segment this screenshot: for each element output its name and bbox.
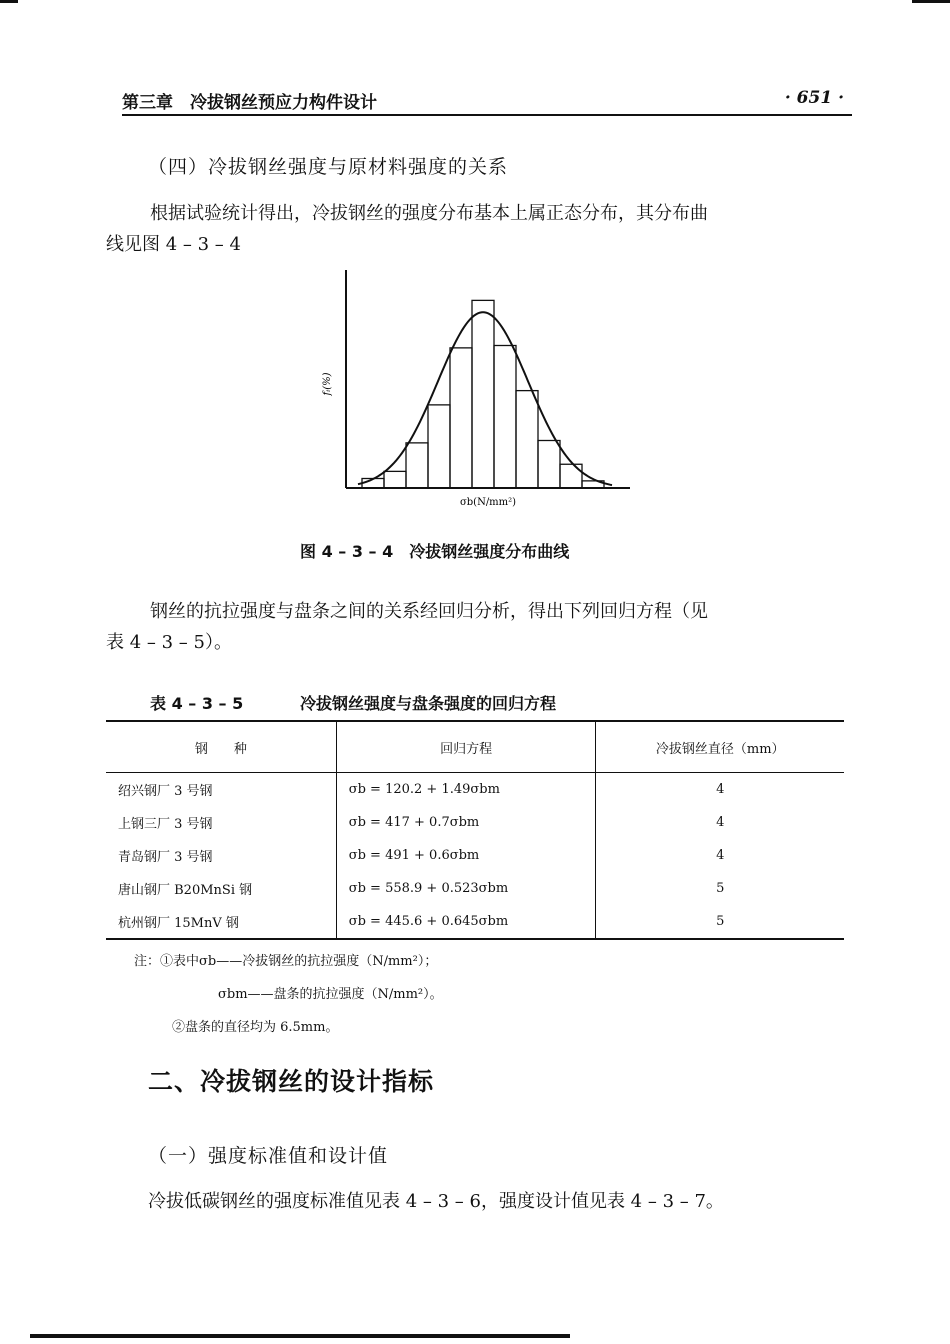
cell-equation: σb = 491 + 0.6σbm bbox=[336, 839, 596, 872]
cell-steel: 青岛钢厂 3 号钢 bbox=[106, 839, 336, 872]
table-note-line-1: 注：①表中σb——冷拔钢丝的抗拉强度（N/mm²）； bbox=[134, 954, 438, 969]
cell-equation: σb = 558.9 + 0.523σbm bbox=[336, 872, 596, 905]
table-row bbox=[106, 839, 844, 872]
cell-diameter: 4 bbox=[716, 848, 725, 863]
histogram-bar bbox=[560, 464, 582, 488]
histogram-bar bbox=[538, 441, 560, 489]
section-heading-4: （四）冷拔钢丝强度与原材料强度的关系 bbox=[148, 156, 509, 178]
header-chapter-title: 第三章 冷拔钢丝预应力构件设计 bbox=[122, 93, 377, 113]
histogram-bar bbox=[516, 391, 538, 488]
running-header bbox=[122, 86, 852, 116]
cell-equation: σb = 417 + 0.7σbm bbox=[336, 806, 596, 839]
cell-diameter: 5 bbox=[716, 881, 725, 896]
histogram-bar bbox=[494, 346, 516, 489]
histogram-bar bbox=[472, 300, 494, 488]
header-page-number: · 651 · bbox=[784, 88, 844, 108]
regression-table bbox=[106, 720, 844, 940]
table-number: 表 4 – 3 – 5 bbox=[150, 694, 244, 713]
cell-equation: σb = 445.6 + 0.645σbm bbox=[336, 905, 596, 939]
histogram-bar bbox=[428, 405, 450, 488]
table-title: 冷拔钢丝强度与盘条强度的回归方程 bbox=[300, 694, 557, 713]
table-note-line-3: ②盘条的直径均为 6.5mm。 bbox=[172, 1020, 339, 1035]
cell-steel: 唐山钢厂 B20MnSi 钢 bbox=[106, 872, 336, 905]
table-header-row bbox=[106, 721, 844, 773]
histogram-bar bbox=[450, 348, 472, 488]
chart-x-label: σb(N/mm²) bbox=[459, 497, 517, 508]
scan-mark-top-left bbox=[0, 0, 18, 3]
paragraph-1-line-2: 线见图 4 – 3 – 4 bbox=[106, 234, 241, 255]
cell-diameter: 4 bbox=[716, 782, 725, 797]
cell-diameter: 5 bbox=[596, 905, 844, 939]
cell-equation: σb = 120.2 + 1.49σbm bbox=[336, 773, 596, 807]
table-row bbox=[106, 905, 844, 939]
table-row bbox=[106, 773, 844, 807]
table-note-line-2: σbm——盘条的抗拉强度（N/mm²）。 bbox=[218, 987, 443, 1002]
normal-distribution-curve bbox=[358, 312, 612, 485]
table-row bbox=[106, 872, 844, 905]
scan-mark-bottom bbox=[30, 1334, 570, 1338]
paragraph-2-line-2: 表 4 – 3 – 5）。 bbox=[106, 632, 232, 653]
column-header-diameter: 冷拔钢丝直径（mm） bbox=[596, 721, 844, 773]
paragraph-2-line-1: 钢丝的抗拉强度与盘条之间的关系经回归分析，得出下列回归方程（见 bbox=[150, 601, 708, 622]
subsection-heading-1: （一）强度标准值和设计值 bbox=[148, 1145, 389, 1167]
table-row bbox=[106, 806, 844, 839]
cell-diameter: 4 bbox=[716, 815, 725, 830]
cell-steel: 上钢三厂 3 号钢 bbox=[106, 806, 336, 839]
paragraph-3: 冷拔低碳钢丝的强度标准值见表 4 – 3 – 6，强度设计值见表 4 – 3 – 7。 bbox=[148, 1191, 724, 1212]
strength-distribution-chart bbox=[300, 262, 650, 517]
histogram-bar bbox=[384, 471, 406, 488]
header-rule bbox=[122, 114, 852, 116]
scan-mark-top-right bbox=[912, 0, 950, 3]
figure-caption: 图 4 – 3 – 4 冷拔钢丝强度分布曲线 bbox=[300, 542, 570, 561]
cell-steel: 杭州钢厂 15MnV 钢 bbox=[106, 905, 336, 939]
paragraph-1-line-1: 根据试验统计得出，冷拔钢丝的强度分布基本上属正态分布，其分布曲 bbox=[150, 203, 708, 224]
column-header-steel: 钢 种 bbox=[106, 721, 336, 773]
cell-steel: 绍兴钢厂 3 号钢 bbox=[106, 773, 336, 807]
column-header-equation: 回归方程 bbox=[336, 721, 596, 773]
section-heading-2: 二、冷拔钢丝的设计指标 bbox=[148, 1067, 435, 1096]
chart-y-label: fᵢ(%) bbox=[322, 372, 333, 396]
histogram-bar bbox=[406, 443, 428, 488]
